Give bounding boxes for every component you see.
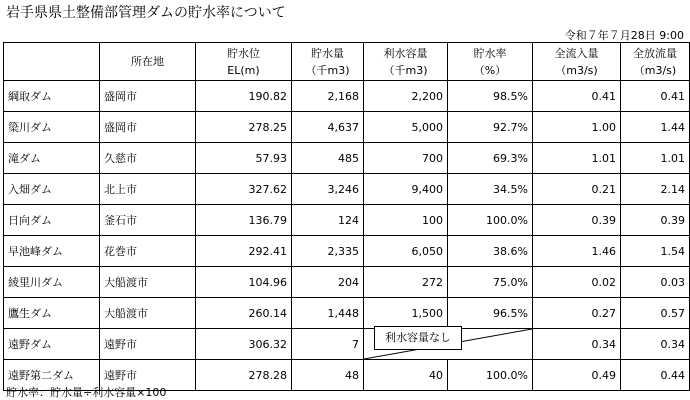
capacity-volume: 5,000 (364, 112, 448, 143)
storage-rate: 100.0% (448, 205, 533, 236)
header-storage: 貯水量 （千m3) (292, 43, 364, 81)
outflow: 1.54 (621, 236, 690, 267)
capacity-volume: 6,050 (364, 236, 448, 267)
water-level: 327.62 (196, 174, 292, 205)
water-level: 260.14 (196, 298, 292, 329)
water-level: 57.93 (196, 143, 292, 174)
outflow: 0.44 (621, 360, 690, 391)
storage-rate: 34.5% (448, 174, 533, 205)
dam-location: 盛岡市 (100, 81, 196, 112)
capacity-volume: 100 (364, 205, 448, 236)
inflow: 0.21 (533, 174, 621, 205)
table-row (4, 236, 690, 267)
dam-location: 釜石市 (100, 205, 196, 236)
dam-location: 遠野市 (100, 329, 196, 360)
storage-volume: 7 (292, 329, 364, 360)
storage-volume: 3,246 (292, 174, 364, 205)
outflow: 1.01 (621, 143, 690, 174)
storage-volume: 485 (292, 143, 364, 174)
dam-location: 盛岡市 (100, 112, 196, 143)
storage-volume: 204 (292, 267, 364, 298)
header-rate: 貯水率 （%） (448, 43, 533, 81)
inflow: 1.46 (533, 236, 621, 267)
table-row (4, 174, 690, 205)
storage-volume: 2,335 (292, 236, 364, 267)
dam-name: 遠野ダム (4, 329, 100, 360)
capacity-volume: 1,500 (364, 298, 448, 329)
header-outflow: 全放流量 （m3/s) (621, 43, 690, 81)
outflow: 0.34 (621, 329, 690, 360)
storage-volume: 1,448 (292, 298, 364, 329)
header-inflow: 全流入量 （m3/s) (533, 43, 621, 81)
capacity-volume: 2,200 (364, 81, 448, 112)
water-level: 136.79 (196, 205, 292, 236)
inflow: 0.41 (533, 81, 621, 112)
dam-location: 大船渡市 (100, 267, 196, 298)
dam-name: 綱取ダム (4, 81, 100, 112)
header-location: 所在地 (100, 43, 196, 81)
water-level: 292.41 (196, 236, 292, 267)
header-name (4, 43, 100, 81)
outflow: 0.39 (621, 205, 690, 236)
dam-name: 遠野第二ダム (4, 360, 100, 391)
water-level: 104.96 (196, 267, 292, 298)
storage-rate: 98.5% (448, 81, 533, 112)
dam-name: 日向ダム (4, 205, 100, 236)
storage-volume: 4,637 (292, 112, 364, 143)
water-level: 278.28 (196, 360, 292, 391)
table-row (4, 81, 690, 112)
inflow: 1.01 (533, 143, 621, 174)
storage-rate: 96.5% (448, 298, 533, 329)
capacity-volume: 700 (364, 143, 448, 174)
table-row (4, 329, 690, 360)
outflow: 2.14 (621, 174, 690, 205)
no-capacity-label: 利水容量なし (374, 326, 462, 350)
storage-rate: 69.3% (448, 143, 533, 174)
inflow: 0.02 (533, 267, 621, 298)
inflow: 0.39 (533, 205, 621, 236)
inflow: 1.00 (533, 112, 621, 143)
storage-rate: 38.6% (448, 236, 533, 267)
dam-storage-table (3, 42, 690, 391)
table-row (4, 267, 690, 298)
inflow: 0.49 (533, 360, 621, 391)
capacity-volume: 9,400 (364, 174, 448, 205)
dam-location: 遠野市 (100, 360, 196, 391)
dam-location: 花巻市 (100, 236, 196, 267)
storage-rate: 92.7% (448, 112, 533, 143)
dam-name: 綾里川ダム (4, 267, 100, 298)
inflow: 0.34 (533, 329, 621, 360)
dam-name: 滝ダム (4, 143, 100, 174)
storage-volume: 2,168 (292, 81, 364, 112)
storage-rate: 100.0% (448, 360, 533, 391)
dam-location: 大船渡市 (100, 298, 196, 329)
header-level: 貯水位 EL(m) (196, 43, 292, 81)
footnote: 貯水率：貯水量÷利水容量×100 (6, 386, 167, 399)
inflow: 0.27 (533, 298, 621, 329)
capacity-volume: 272 (364, 267, 448, 298)
dam-name: 鷹生ダム (4, 298, 100, 329)
page-title: 岩手県県土整備部管理ダムの貯水率について (6, 5, 286, 21)
outflow: 0.03 (621, 267, 690, 298)
water-level: 190.82 (196, 81, 292, 112)
dam-name: 入畑ダム (4, 174, 100, 205)
table-row (4, 205, 690, 236)
outflow: 1.44 (621, 112, 690, 143)
report-date: 令和７年７月28日 9:00 (564, 29, 684, 42)
table-row (4, 112, 690, 143)
outflow: 0.57 (621, 298, 690, 329)
outflow: 0.41 (621, 81, 690, 112)
header-capacity: 利水容量 （千m3) (364, 43, 448, 81)
table-row (4, 298, 690, 329)
dam-name: 早池峰ダム (4, 236, 100, 267)
dam-location: 久慈市 (100, 143, 196, 174)
water-level: 278.25 (196, 112, 292, 143)
dam-name: 簗川ダム (4, 112, 100, 143)
water-level: 306.32 (196, 329, 292, 360)
capacity-volume: 40 (364, 360, 448, 391)
table-header-row (4, 43, 690, 81)
storage-volume: 124 (292, 205, 364, 236)
table-row (4, 143, 690, 174)
dam-location: 北上市 (100, 174, 196, 205)
storage-volume: 48 (292, 360, 364, 391)
storage-rate: 75.0% (448, 267, 533, 298)
